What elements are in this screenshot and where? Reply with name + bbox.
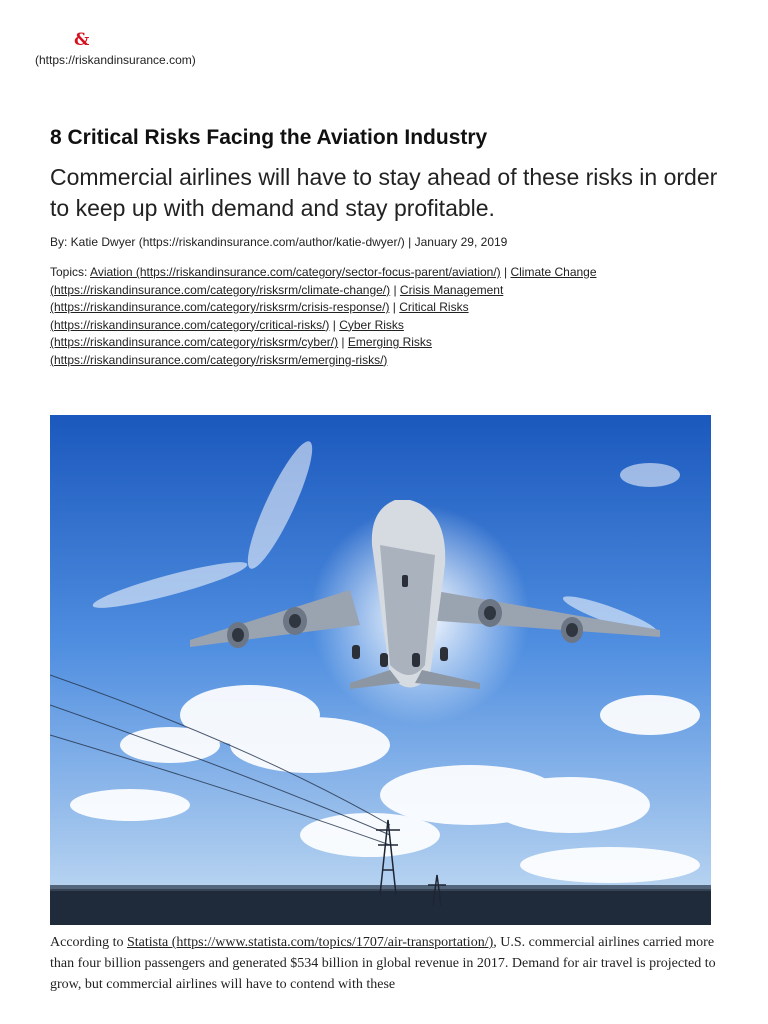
topic-separator: | <box>389 300 400 314</box>
topics-prefix: Topics: <box>50 265 91 279</box>
home-link[interactable]: (https://riskandinsurance.com) <box>35 53 196 67</box>
topic-separator: | <box>329 317 340 332</box>
byline-prefix: By: <box>50 235 71 249</box>
statista-link[interactable]: Statista (https://www.statista.com/topics/1707/air-transportation/) <box>126 935 494 950</box>
topic-separator: | <box>500 265 511 279</box>
body-intro: According to <box>50 935 127 950</box>
byline <box>50 234 720 250</box>
airplane-photo <box>50 415 711 925</box>
topic-link-critical-risks[interactable]: Critical Risks (https://riskandinsurance.com/category/critical-risks/) <box>50 300 469 332</box>
topic-link-aviation[interactable]: Aviation (https://riskandinsurance.com/category/sector-focus-parent/aviation/) <box>90 265 501 279</box>
article <box>50 124 720 369</box>
byline-separator: | <box>404 235 415 249</box>
topic-separator: | <box>338 335 348 349</box>
topic-link-crisis-management[interactable]: Crisis Management (https://riskandinsurance.com/category/risksrm/crisis-response/) <box>50 282 504 314</box>
hero-image <box>50 415 711 925</box>
topic-link-cyber-risks[interactable]: Cyber Risks (https://riskandinsurance.com/category/risksrm/cyber/) <box>50 317 404 349</box>
site-header <box>0 0 768 80</box>
author-link[interactable]: Katie Dwyer (https://riskandinsurance.com/author/katie-dwyer/) <box>70 235 405 249</box>
topics-list <box>50 264 670 369</box>
publish-date: January 29, 2019 <box>414 235 508 249</box>
body-rest: , U.S. commercial airlines carried more than four billion passengers and generated $534 billion in global revenue in 2017. Demand for air travel is projected to grow, but commercial airlines will have to contend with these <box>50 935 716 992</box>
article-dek: Commercial airlines will have to stay ahead of these risks in order to keep up with demand and stay profitable. <box>50 164 718 221</box>
topic-separator: | <box>390 282 400 297</box>
article-body-paragraph <box>50 932 720 995</box>
logo[interactable]: & <box>74 30 90 50</box>
topic-link-climate-change[interactable]: Climate Change (https://riskandinsurance.com/category/risksrm/climate-change/) <box>50 265 597 297</box>
article-title: 8 Critical Risks Facing the Aviation Industry <box>50 126 488 149</box>
topic-link-emerging-risks[interactable]: Emerging Risks (https://riskandinsurance.com/category/risksrm/emerging-risks/) <box>50 335 432 367</box>
